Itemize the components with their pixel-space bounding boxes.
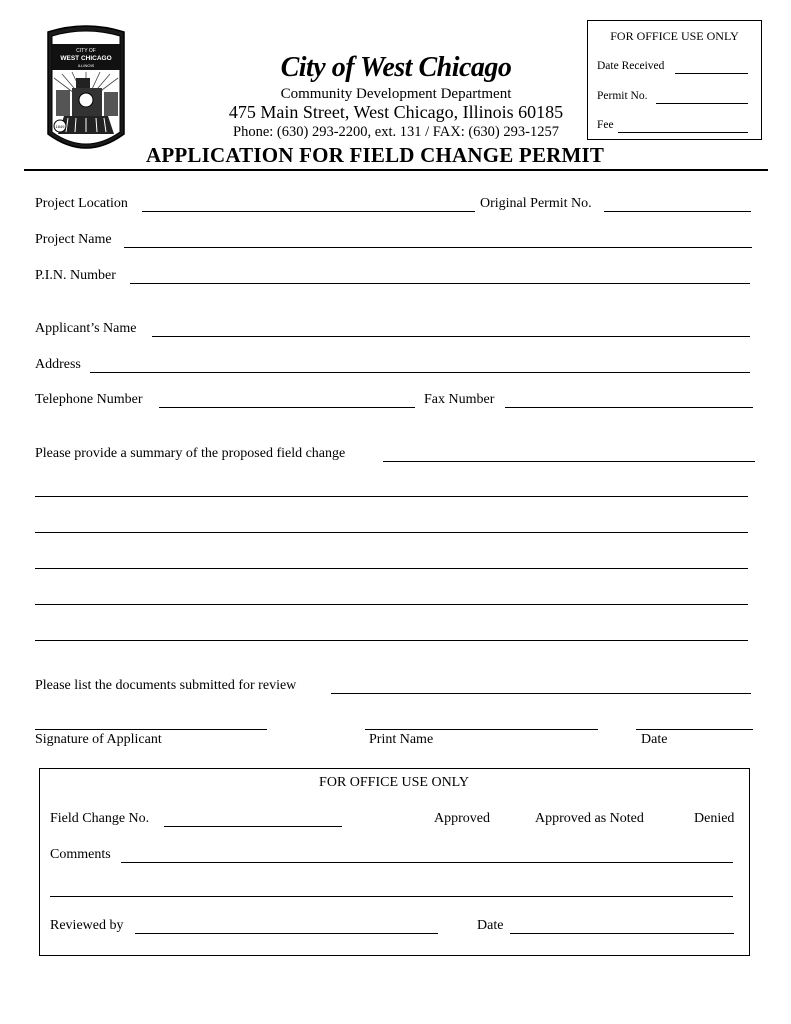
reviewed-by-label: Reviewed by xyxy=(50,918,124,933)
original-permit-no-field[interactable] xyxy=(604,211,751,212)
field-change-no-label: Field Change No. xyxy=(50,811,150,826)
summary-line-5[interactable] xyxy=(35,604,748,605)
telephone-label: Telephone Number xyxy=(35,392,143,407)
signature-field[interactable] xyxy=(35,729,267,730)
summary-line-2[interactable] xyxy=(35,496,748,497)
project-name-field[interactable] xyxy=(124,247,752,248)
address-label: Address xyxy=(35,357,81,372)
project-location-field[interactable] xyxy=(142,211,475,212)
summary-line-6[interactable] xyxy=(35,640,748,641)
permit-no-field[interactable] xyxy=(656,103,748,104)
signature-label: Signature of Applicant xyxy=(35,732,162,747)
documents-label: Please list the documents submitted for review xyxy=(35,678,297,693)
comments-label: Comments xyxy=(50,847,111,862)
city-name: City of West Chicago xyxy=(280,52,512,83)
logo-year: 1849 xyxy=(55,124,65,129)
summary-line-1[interactable] xyxy=(383,461,755,462)
department-name: Community Development Department xyxy=(280,86,512,102)
reviewed-date-field[interactable] xyxy=(510,933,734,934)
fee-field[interactable] xyxy=(618,132,748,133)
summary-line-4[interactable] xyxy=(35,568,748,569)
pin-number-label: P.I.N. Number xyxy=(35,268,116,283)
address-field[interactable] xyxy=(90,372,750,373)
logo-text-bottom: ILLINOIS xyxy=(77,63,95,68)
project-location-label: Project Location xyxy=(35,196,128,211)
office-use-box-top xyxy=(587,20,762,140)
logo-text-main: WEST CHICAGO xyxy=(60,55,112,62)
telephone-field[interactable] xyxy=(159,407,415,408)
print-name-label: Print Name xyxy=(369,732,434,747)
header-divider xyxy=(24,169,768,171)
print-name-field[interactable] xyxy=(365,729,598,730)
office-box-title: FOR OFFICE USE ONLY xyxy=(610,29,739,43)
summary-label: Please provide a summary of the proposed field change xyxy=(35,446,346,461)
applicant-name-field[interactable] xyxy=(152,336,750,337)
signature-date-label: Date xyxy=(641,732,668,747)
original-permit-no-label: Original Permit No. xyxy=(480,196,592,211)
logo-text-top: CITY OF xyxy=(76,48,96,54)
denied-option[interactable]: Denied xyxy=(694,811,735,826)
summary-line-3[interactable] xyxy=(35,532,748,533)
signature-date-field[interactable] xyxy=(636,729,753,730)
documents-field[interactable] xyxy=(331,693,751,694)
fee-label: Fee xyxy=(597,119,614,131)
comments-line-1[interactable] xyxy=(121,862,733,863)
date-received-field[interactable] xyxy=(675,73,748,74)
office-box-bottom-title: FOR OFFICE USE ONLY xyxy=(319,775,469,790)
pin-number-field[interactable] xyxy=(130,283,750,284)
approved-as-noted-option[interactable]: Approved as Noted xyxy=(535,811,644,826)
form-title: APPLICATION FOR FIELD CHANGE PERMIT xyxy=(146,143,605,167)
comments-line-2[interactable] xyxy=(50,896,733,897)
fax-label: Fax Number xyxy=(424,392,495,407)
permit-no-label: Permit No. xyxy=(597,90,648,102)
field-change-no-field[interactable] xyxy=(164,826,342,827)
fax-field[interactable] xyxy=(505,407,753,408)
office-use-box-bottom xyxy=(39,768,750,956)
city-address: 475 Main Street, West Chicago, Illinois 60185 xyxy=(228,102,564,122)
reviewed-by-field[interactable] xyxy=(135,933,438,934)
project-name-label: Project Name xyxy=(35,232,112,247)
date-received-label: Date Received xyxy=(597,60,665,72)
city-logo xyxy=(42,22,130,158)
reviewed-date-label: Date xyxy=(477,918,504,933)
approved-option[interactable]: Approved xyxy=(434,811,490,826)
city-phone: Phone: (630) 293-2200, ext. 131 / FAX: (630) 293-1257 xyxy=(233,124,559,140)
applicant-name-label: Applicant’s Name xyxy=(35,321,137,336)
